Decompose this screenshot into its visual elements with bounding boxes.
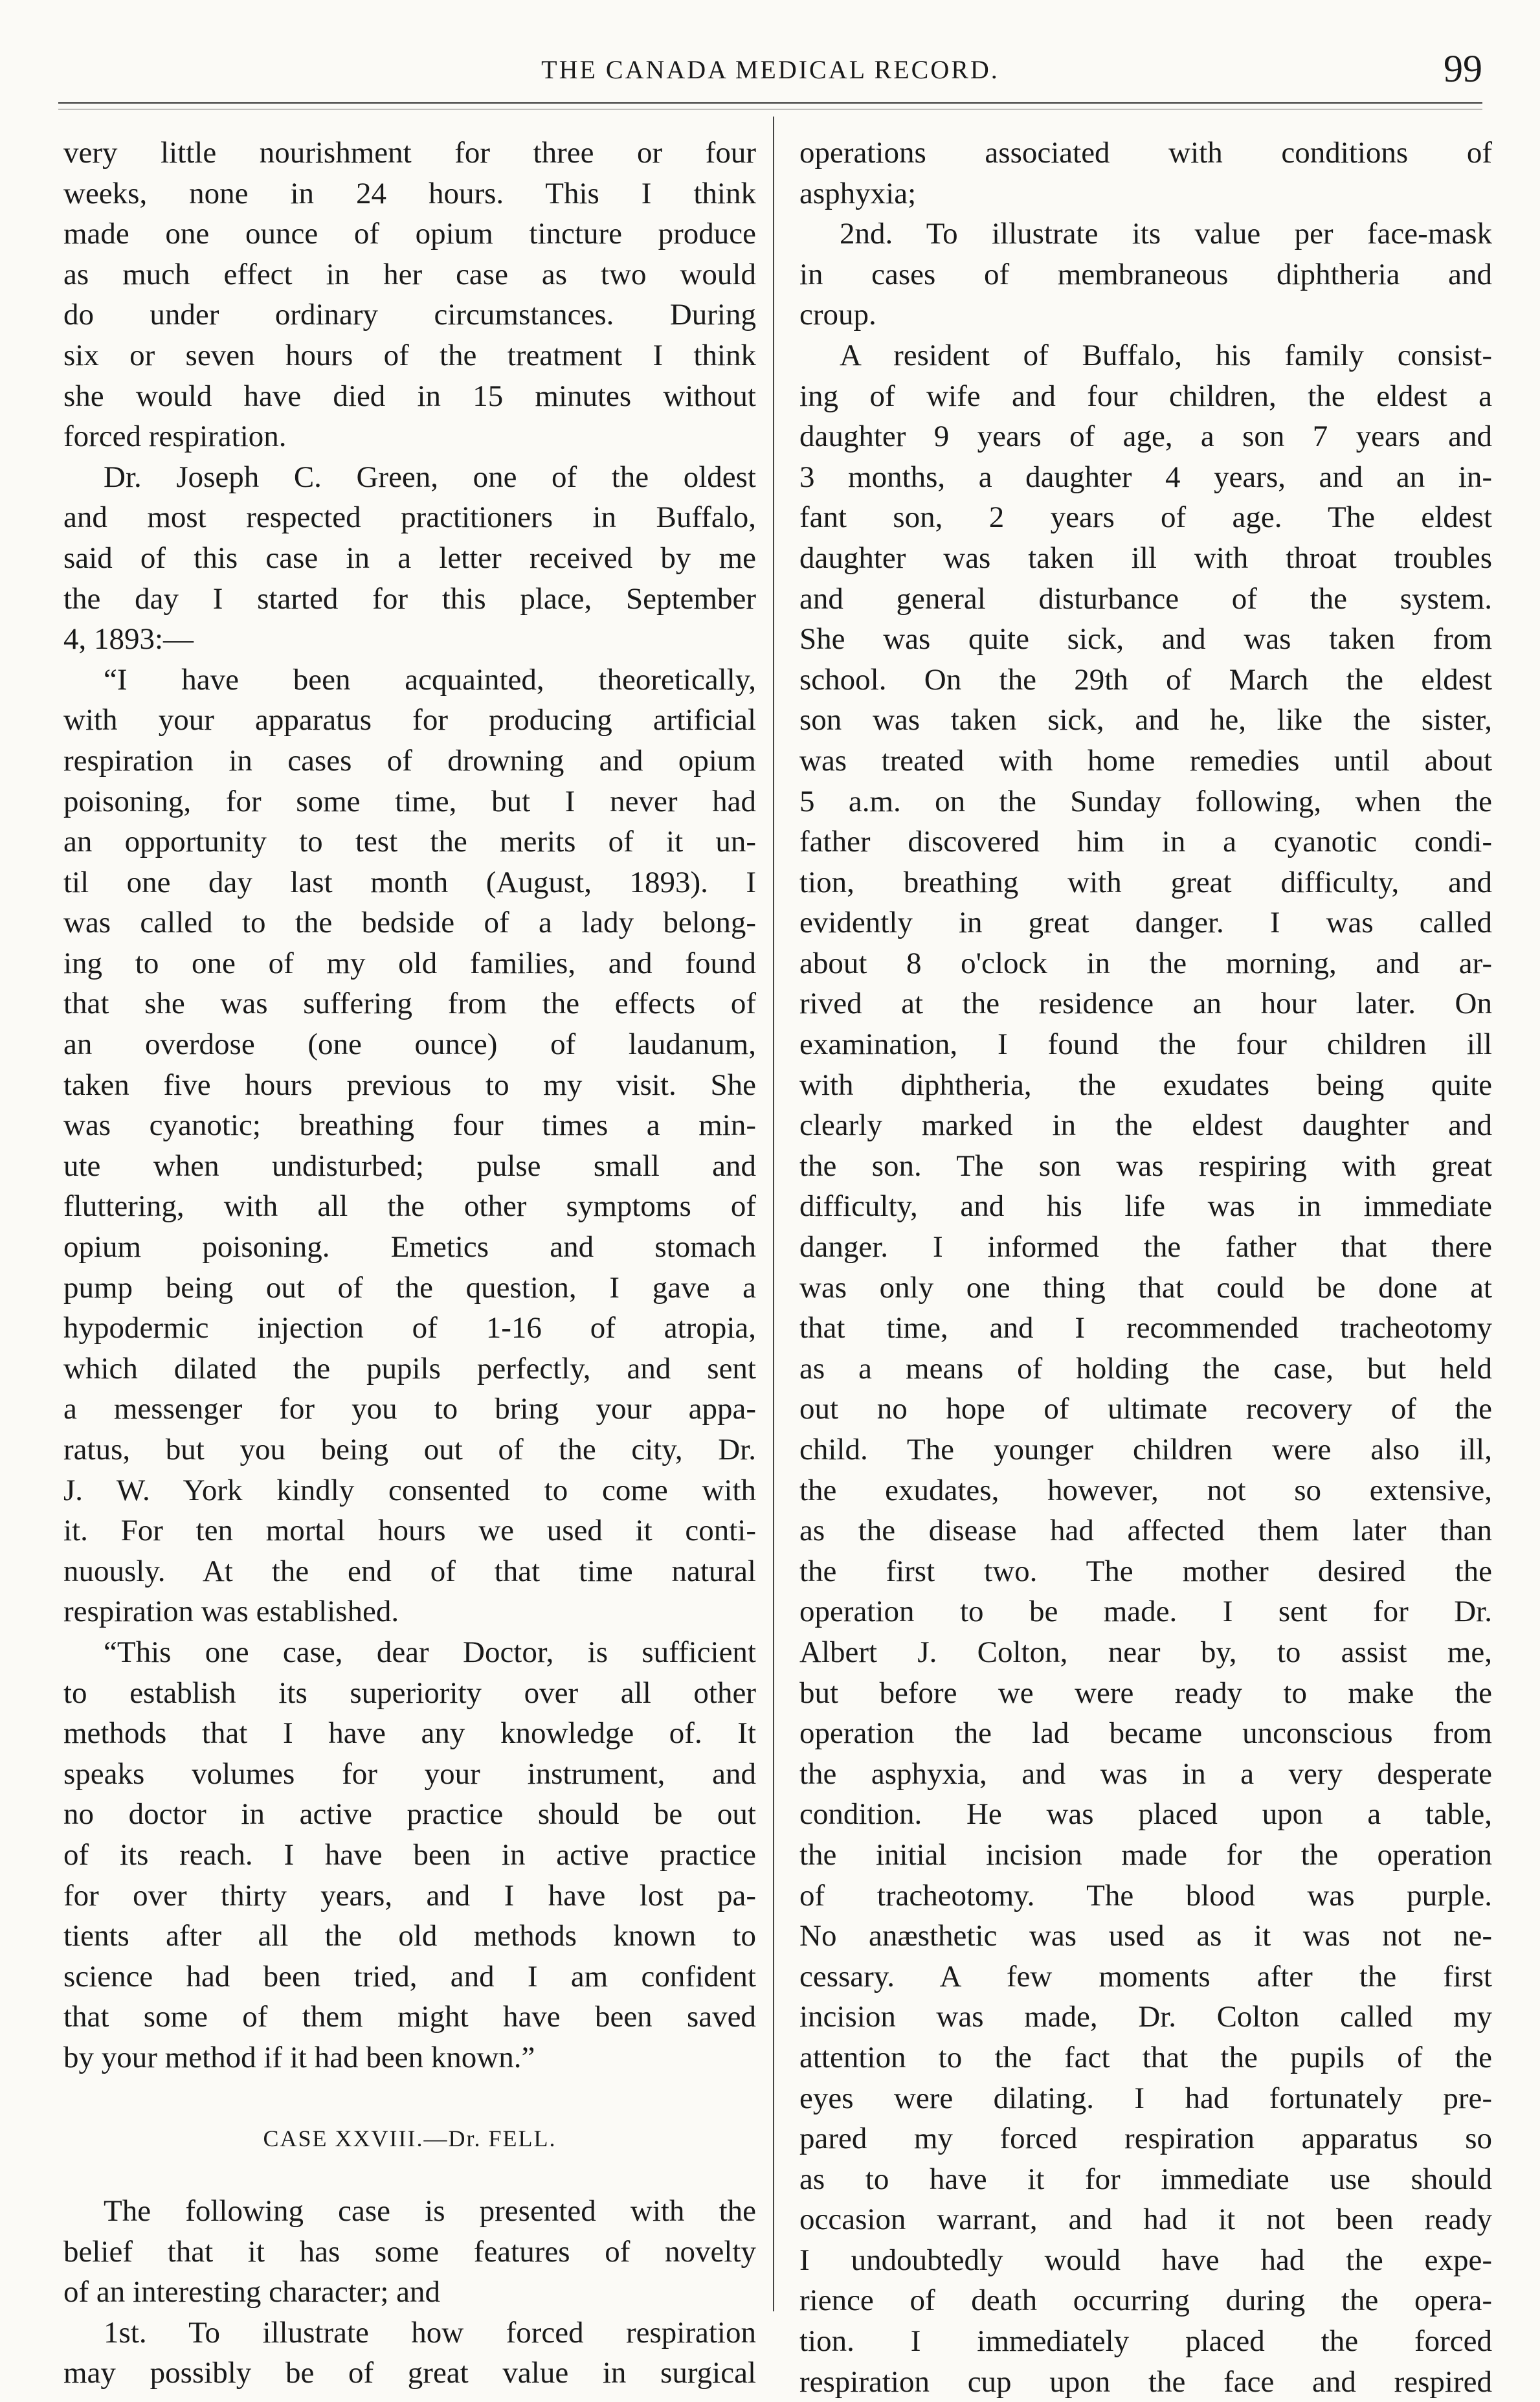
text-line: cessary. A few moments after the first [799, 1959, 1492, 1993]
text-line: do under ordinary circumstances. During [63, 298, 756, 332]
text-line: nuously. At the end of that time natural [63, 1554, 756, 1588]
text-line: hypodermic injection of 1-16 of atropia, [63, 1311, 756, 1345]
text-line: by your method if it had been known.” [63, 2040, 535, 2074]
text-line: as the disease had affected them later than [799, 1514, 1492, 1548]
text-line: Albert J. Colton, near by, to assist me, [799, 1635, 1492, 1669]
text-line: operations associated with conditions of [799, 136, 1492, 170]
text-line: fluttering, with all the other symptoms of [63, 1189, 756, 1224]
text-line: no doctor in active practice should be out [63, 1797, 756, 1832]
text-line: “I have been acquainted, theoretically, [104, 662, 756, 697]
text-line: school. On the 29th of March the eldest [799, 662, 1492, 697]
text-line: the son. The son was respiring with great [799, 1149, 1492, 1183]
text-line: ute when undisturbed; pulse small and [63, 1149, 756, 1183]
text-line: speaks volumes for your instrument, and [63, 1757, 756, 1791]
text-line: out no hope of ultimate recovery of the [799, 1392, 1492, 1426]
text-line: No anæsthetic was used as it was not ne- [799, 1919, 1492, 1953]
text-line: said of this case in a letter received by me [63, 541, 756, 575]
text-line: danger. I informed the father that there [799, 1230, 1492, 1264]
text-line: father discovered him in a cyanotic condi- [799, 825, 1492, 859]
header-rule [58, 102, 1482, 104]
text-line: ing to one of my old families, and found [63, 946, 756, 980]
text-line: I undoubtedly would have had the expe- [799, 2243, 1492, 2277]
text-line: operation to be made. I sent for Dr. [799, 1595, 1492, 1629]
text-line: ratus, but you being out of the city, Dr. [63, 1433, 756, 1466]
text-line: attention to the fact that the pupils of the [799, 2040, 1492, 2074]
text-line: poisoning, for some time, but I never had [63, 784, 756, 818]
text-line: taken five hours previous to my visit. She [63, 1068, 756, 1102]
text-line: as a means of holding the case, but held [799, 1351, 1492, 1386]
text-line: difficulty, and his life was in immediate [799, 1189, 1492, 1224]
text-line: of tracheotomy. The blood was purple. [799, 1878, 1492, 1913]
text-line: eyes were dilating. I had fortunately pre- [799, 2081, 1492, 2115]
text-line: but before we were ready to make the [799, 1676, 1492, 1710]
text-line: “This one case, dear Doctor, is sufficient [104, 1635, 756, 1669]
text-line: respiration in cases of drowning and opium [63, 743, 756, 778]
text-line: that some of them might have been saved [63, 2000, 756, 2034]
text-line: daughter was taken ill with throat troubles [799, 541, 1492, 575]
text-line: with your apparatus for producing artificial [63, 703, 756, 737]
text-line: and general disturbance of the system. [799, 581, 1492, 616]
text-line: of an interesting character; and [63, 2275, 440, 2309]
text-line: operation the lad became unconscious from [799, 1716, 1492, 1751]
text-line: incision was made, Dr. Colton called my [799, 2000, 1492, 2034]
page-number: 99 [1444, 47, 1482, 90]
text-line: which dilated the pupils perfectly, and sent [63, 1351, 756, 1386]
text-line: to establish its superiority over all other [63, 1676, 756, 1710]
text-line: an opportunity to test the merits of it un- [63, 825, 756, 859]
text-line: the asphyxia, and was in a very desperate [799, 1757, 1492, 1791]
text-line: ing of wife and four children, the eldest a [799, 379, 1492, 413]
text-line: 3 months, a daughter 4 years, and an in- [799, 460, 1492, 494]
text-line: pared my forced respiration apparatus so [799, 2122, 1492, 2156]
text-line: The following case is presented with the [104, 2194, 756, 2228]
text-line: 2nd. To illustrate its value per face-mask [840, 217, 1492, 251]
text-line: with diphtheria, the exudates being quite [799, 1068, 1492, 1102]
text-line: an overdose (one ounce) of laudanum, [63, 1027, 756, 1062]
text-line: occasion warrant, and had it not been ready [799, 2203, 1492, 2237]
text-line: belief that it has some features of novelty [63, 2234, 756, 2269]
text-line: as to have it for immediate use should [799, 2162, 1492, 2196]
text-line: science had been tried, and I am confident [63, 1959, 756, 1993]
page-header [58, 47, 1482, 98]
text-line: child. The younger children were also ill, [799, 1433, 1492, 1466]
text-line: forced respiration. [63, 420, 287, 454]
text-line: daughter 9 years of age, a son 7 years and [799, 420, 1492, 454]
text-line: tients after all the old methods known to [63, 1919, 756, 1953]
text-line: a messenger for you to bring your appa- [63, 1392, 756, 1426]
text-line: condition. He was placed upon a table, [799, 1797, 1492, 1832]
text-line: methods that I have any knowledge of. It [63, 1716, 756, 1751]
text-line: as much effect in her case as two would [63, 257, 756, 291]
running-title: THE CANADA MEDICAL RECORD. [541, 55, 999, 84]
text-line: the day I started for this place, September [63, 581, 756, 616]
text-line: rience of death occurring during the opera- [799, 2284, 1492, 2318]
right-column [799, 133, 1492, 2402]
text-line: was treated with home remedies until about [799, 743, 1492, 778]
text-line: asphyxia; [799, 176, 917, 210]
text-line: evidently in great danger. I was called [799, 906, 1492, 940]
text-line: croup. [799, 298, 876, 332]
text-line: the exudates, however, not so extensive, [799, 1473, 1492, 1507]
text-line: that she was suffering from the effects of [63, 987, 756, 1021]
text-line: the first two. The mother desired the [799, 1554, 1492, 1588]
text-line: A resident of Buffalo, his family consist- [840, 338, 1492, 372]
text-line: Dr. Joseph C. Green, one of the oldest [104, 460, 756, 494]
column-divider [773, 117, 774, 2311]
text-line: was called to the bedside of a lady belong- [63, 906, 756, 940]
text-line: tion, breathing with great difficulty, and [799, 865, 1492, 899]
text-line: pump being out of the question, I gave a [63, 1270, 756, 1305]
text-line: rived at the residence an hour later. On [799, 987, 1492, 1021]
text-line: of its reach. I have been in active practice [63, 1837, 756, 1872]
text-line: 4, 1893:— [63, 622, 194, 657]
text-line: was cyanotic; breathing four times a min- [63, 1108, 756, 1143]
text-line: was only one thing that could be done at [799, 1270, 1492, 1305]
text-line: 1st. To illustrate how forced respiration [104, 2315, 756, 2350]
text-line: very little nourishment for three or four [63, 136, 756, 170]
text-line: and most respected practitioners in Buffalo, [63, 500, 756, 535]
text-line: in cases of membraneous diphtheria and [799, 257, 1492, 291]
text-line: son was taken sick, and he, like the sister, [799, 703, 1492, 737]
text-line: 5 a.m. on the Sunday following, when the [799, 784, 1492, 818]
text-line: J. W. York kindly consented to come with [63, 1473, 756, 1507]
text-line: respiration cup upon the face and respired [799, 2364, 1492, 2399]
text-line: she would have died in 15 minutes without [63, 379, 756, 413]
text-line: for over thirty years, and I have lost pa- [63, 1878, 756, 1913]
text-line: fant son, 2 years of age. The eldest [799, 500, 1492, 535]
left-column [63, 133, 756, 2394]
text-line: six or seven hours of the treatment I think [63, 338, 756, 372]
text-line: about 8 o'clock in the morning, and ar- [799, 946, 1492, 980]
text-line: that time, and I recommended tracheotomy [799, 1311, 1492, 1345]
text-line: may possibly be of great value in surgical [63, 2356, 756, 2390]
text-line: respiration was established. [63, 1595, 399, 1629]
text-line: the initial incision made for the operation [799, 1837, 1492, 1872]
text-line: She was quite sick, and was taken from [799, 622, 1492, 657]
text-line: examination, I found the four children ill [799, 1027, 1492, 1062]
text-line: made one ounce of opium tincture produce [63, 217, 756, 251]
text-line: it. For ten mortal hours we used it conti- [63, 1514, 756, 1548]
case-heading: CASE XXVIII.—Dr. FELL. [263, 2125, 557, 2151]
text-line: tion. I immediately placed the forced [799, 2324, 1492, 2359]
text-line: clearly marked in the eldest daughter and [799, 1108, 1492, 1143]
text-line: opium poisoning. Emetics and stomach [63, 1230, 756, 1264]
text-line: weeks, none in 24 hours. This I think [63, 176, 756, 210]
text-line: til one day last month (August, 1893). I [63, 865, 756, 899]
